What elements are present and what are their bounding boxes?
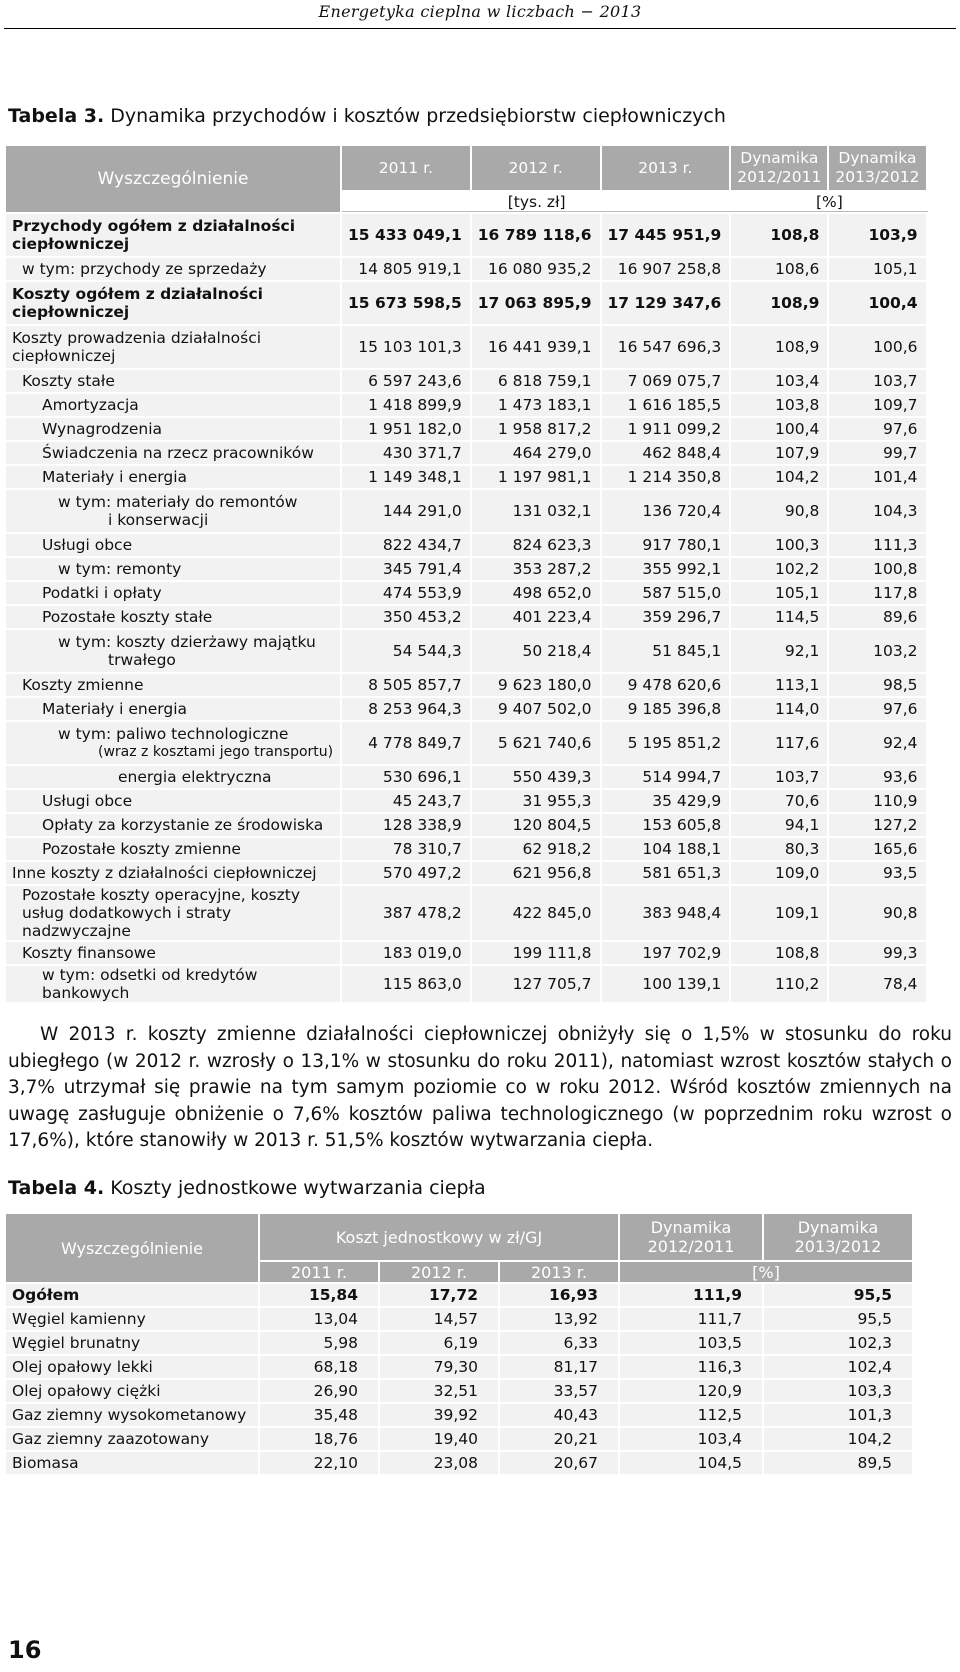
value-2011: 430 371,7	[342, 442, 472, 464]
table-row	[6, 558, 928, 580]
dyn-2013-2012: 93,5	[829, 862, 927, 884]
dyn-2012-2011: 114,0	[731, 698, 829, 720]
dyn-2013-2012: 102,3	[764, 1332, 914, 1354]
table4-col-label: Wyszczególnienie	[6, 1214, 260, 1282]
value-2011: 45 243,7	[342, 790, 472, 812]
value-2012: 353 287,2	[472, 558, 602, 580]
dyn-2013-2012: 110,9	[829, 790, 927, 812]
table-row	[6, 466, 928, 488]
table3-dyn1: Dynamika 2012/2011	[731, 146, 829, 190]
dyn-2012-2011: 103,8	[731, 394, 829, 416]
value-2011: 15 433 049,1	[342, 214, 472, 256]
dyn-2012-2011: 90,8	[731, 490, 829, 532]
table4-title-text: Koszty jednostkowe wytwarzania ciepła	[104, 1177, 486, 1199]
dyn-2013-2012: 101,3	[764, 1404, 914, 1426]
row-label: Węgiel brunatny	[6, 1332, 260, 1354]
row-label: Ogółem	[6, 1284, 260, 1306]
row-label: Pozostałe koszty operacyjne, koszty usług dodatkowych i straty nadzwyczajne	[6, 886, 342, 940]
table-row	[6, 1308, 914, 1330]
value-2011: 570 497,2	[342, 862, 472, 884]
dyn-2013-2012: 101,4	[829, 466, 927, 488]
value-2012: 5 621 740,6	[472, 722, 602, 764]
dyn-2012-2011: 103,4	[620, 1428, 764, 1450]
value-2011: 1 951 182,0	[342, 418, 472, 440]
table4-title-number: Tabela 4.	[8, 1177, 105, 1199]
row-label: Opłaty za korzystanie ze środowiska	[6, 814, 342, 836]
table-row	[6, 370, 928, 392]
row-label: Koszty stałe	[6, 370, 342, 392]
dyn-2012-2011: 105,1	[731, 582, 829, 604]
running-header: Energetyka cieplna w liczbach − 2013	[318, 2, 642, 21]
value-2013: 35 429,9	[602, 790, 732, 812]
value-2011: 387 478,2	[342, 886, 472, 940]
dyn-2012-2011: 103,5	[620, 1332, 764, 1354]
dyn-2012-2011: 108,9	[731, 326, 829, 368]
row-label: Inne koszty z działalności ciepłowniczej	[6, 862, 342, 884]
value-2011: 6 597 243,6	[342, 370, 472, 392]
dyn-2013-2012: 127,2	[829, 814, 927, 836]
value-2013: 1 911 099,2	[602, 418, 732, 440]
dyn-2013-2012: 104,3	[829, 490, 927, 532]
row-label: Gaz ziemny wysokometanowy	[6, 1404, 260, 1426]
table-row	[6, 1452, 914, 1474]
dyn-2012-2011: 110,2	[731, 966, 829, 1002]
table-row	[6, 966, 928, 1002]
dyn-2012-2011: 70,6	[731, 790, 829, 812]
dyn-2013-2012: 99,7	[829, 442, 927, 464]
table-row	[6, 838, 928, 860]
value-2011: 350 453,2	[342, 606, 472, 628]
dyn-2013-2012: 100,8	[829, 558, 927, 580]
table3-title-text: Dynamika przychodów i kosztów przedsiębiorstw ciepłowniczych	[104, 105, 726, 127]
value-2013: 153 605,8	[602, 814, 732, 836]
row-label: Koszty finansowe	[6, 942, 342, 964]
value-2012: 1 473 183,1	[472, 394, 602, 416]
table4-year-2012: 2012 r.	[380, 1262, 500, 1282]
value-2012: 1 197 981,1	[472, 466, 602, 488]
value-2012: 1 958 817,2	[472, 418, 602, 440]
dyn-2013-2012: 111,3	[829, 534, 927, 556]
dyn-2013-2012: 103,7	[829, 370, 927, 392]
table3-unit-pct: [%]	[731, 192, 927, 212]
dyn-2013-2012: 103,9	[829, 214, 927, 256]
value-2013: 104 188,1	[602, 838, 732, 860]
value-2011: 26,90	[260, 1380, 380, 1402]
value-2013: 16 907 258,8	[602, 258, 732, 280]
row-label: Olej opałowy ciężki	[6, 1380, 260, 1402]
table-row	[6, 1404, 914, 1426]
dyn-2013-2012: 103,2	[829, 630, 927, 672]
value-2011: 345 791,4	[342, 558, 472, 580]
table-row	[6, 1356, 914, 1378]
row-label	[6, 630, 342, 672]
dyn-2012-2011: 114,5	[731, 606, 829, 628]
row-label	[6, 490, 342, 532]
dyn-2012-2011: 103,4	[731, 370, 829, 392]
row-label: Amortyzacja	[6, 394, 342, 416]
value-2013: 1 214 350,8	[602, 466, 732, 488]
dyn-2013-2012: 104,2	[764, 1428, 914, 1450]
value-2013: 13,92	[500, 1308, 620, 1330]
value-2013: 17 129 347,6	[602, 282, 732, 324]
value-2012: 17 063 895,9	[472, 282, 602, 324]
table-row	[6, 722, 928, 764]
value-2013: 917 780,1	[602, 534, 732, 556]
dyn-2013-2012: 92,4	[829, 722, 927, 764]
body-paragraph: W 2013 r. koszty zmienne działalności ciepłowniczej obniżyły się o 1,5% w stosunku do roku ubiegłego (w 2012 r. wzrosły o 13,1% w stosunku do roku 2011), natomiast wzrost kosztów stałych o 3,7% utrzymał się prawie na tym samym poziomie co w roku 2012. Wśród kosztów zmiennych na uwagę zasługuje obniżenie o 7,6% kosztów paliwa technologicznego (w poprzednim roku wzrost o 17,6%), które stanowiły w 2013 r. 51,5% kosztów wytwarzania ciepła.	[8, 1024, 952, 1151]
table-row	[6, 674, 928, 696]
row-label: Węgiel kamienny	[6, 1308, 260, 1330]
dyn-2012-2011: 108,9	[731, 282, 829, 324]
dyn-2012-2011: 111,9	[620, 1284, 764, 1306]
value-2011: 78 310,7	[342, 838, 472, 860]
row-label: Wynagrodzenia	[6, 418, 342, 440]
row-label: Koszty zmienne	[6, 674, 342, 696]
value-2012: 9 407 502,0	[472, 698, 602, 720]
dyn-2013-2012: 100,4	[829, 282, 927, 324]
value-2013: 355 992,1	[602, 558, 732, 580]
table3-title-number: Tabela 3.	[8, 105, 105, 127]
value-2012: 19,40	[380, 1428, 500, 1450]
table-row	[6, 862, 928, 884]
table4-unit-cost: Koszt jednostkowy w zł/GJ	[260, 1214, 620, 1260]
table4-title	[8, 1176, 486, 1200]
dyn-2013-2012: 100,6	[829, 326, 927, 368]
table-row	[6, 886, 928, 940]
row-label-line1: w tym: koszty dzierżawy majątku	[58, 633, 316, 651]
dyn-2012-2011: 111,7	[620, 1308, 764, 1330]
dyn-2013-2012: 90,8	[829, 886, 927, 940]
value-2011: 530 696,1	[342, 766, 472, 788]
value-2013: 359 296,7	[602, 606, 732, 628]
value-2011: 822 434,7	[342, 534, 472, 556]
table3-year-2013: 2013 r.	[602, 146, 732, 190]
dyn-2012-2011: 100,3	[731, 534, 829, 556]
dyn-2013-2012: 95,5	[764, 1284, 914, 1306]
row-label: Gaz ziemny zaazotowany	[6, 1428, 260, 1450]
value-2013: 9 478 620,6	[602, 674, 732, 696]
value-2011: 128 338,9	[342, 814, 472, 836]
dyn-2013-2012: 89,6	[829, 606, 927, 628]
dyn-2012-2011: 108,8	[731, 214, 829, 256]
value-2012: 199 111,8	[472, 942, 602, 964]
table-row	[6, 698, 928, 720]
value-2011: 35,48	[260, 1404, 380, 1426]
dyn-2013-2012: 97,6	[829, 698, 927, 720]
row-label: Usługi obce	[6, 790, 342, 812]
value-2011: 474 553,9	[342, 582, 472, 604]
table-row	[6, 814, 928, 836]
value-2013: 383 948,4	[602, 886, 732, 940]
value-2011: 22,10	[260, 1452, 380, 1474]
value-2013: 581 651,3	[602, 862, 732, 884]
row-label: Świadczenia na rzecz pracowników	[6, 442, 342, 464]
dyn-2012-2011: 103,7	[731, 766, 829, 788]
value-2011: 183 019,0	[342, 942, 472, 964]
value-2011: 115 863,0	[342, 966, 472, 1002]
value-2013: 514 994,7	[602, 766, 732, 788]
value-2011: 8 505 857,7	[342, 674, 472, 696]
value-2012: 621 956,8	[472, 862, 602, 884]
dyn-2012-2011: 100,4	[731, 418, 829, 440]
dyn-2012-2011: 94,1	[731, 814, 829, 836]
table-row	[6, 630, 928, 672]
dyn-2013-2012: 95,5	[764, 1308, 914, 1330]
value-2012: 824 623,3	[472, 534, 602, 556]
table4-unit-pct: [%]	[620, 1262, 914, 1282]
row-label: Olej opałowy lekki	[6, 1356, 260, 1378]
value-2012: 131 032,1	[472, 490, 602, 532]
dyn-2012-2011: 108,6	[731, 258, 829, 280]
table-row	[6, 1332, 914, 1354]
value-2011: 14 805 919,1	[342, 258, 472, 280]
value-2013: 1 616 185,5	[602, 394, 732, 416]
dyn-2013-2012: 89,5	[764, 1452, 914, 1474]
value-2011: 13,04	[260, 1308, 380, 1330]
value-2011: 54 544,3	[342, 630, 472, 672]
row-label-line2: i konserwacji	[108, 511, 209, 529]
value-2011: 5,98	[260, 1332, 380, 1354]
value-2013: 136 720,4	[602, 490, 732, 532]
dyn-2012-2011: 109,0	[731, 862, 829, 884]
row-label: Materiały i energia	[6, 698, 342, 720]
row-label-line1: w tym: paliwo technologiczne	[58, 725, 289, 743]
dyn-2013-2012: 78,4	[829, 966, 927, 1002]
row-label: Podatki i opłaty	[6, 582, 342, 604]
dyn-2012-2011: 113,1	[731, 674, 829, 696]
dyn-2013-2012: 165,6	[829, 838, 927, 860]
table-row	[6, 942, 928, 964]
value-2011: 1 418 899,9	[342, 394, 472, 416]
table3-unit-values: [tys. zł]	[342, 192, 731, 212]
table3-year-2011: 2011 r.	[342, 146, 472, 190]
value-2011: 4 778 849,7	[342, 722, 472, 764]
row-label: w tym: remonty	[6, 558, 342, 580]
dyn-2012-2011: 80,3	[731, 838, 829, 860]
dyn-2013-2012: 109,7	[829, 394, 927, 416]
table3-dyn2: Dynamika 2013/2012	[829, 146, 927, 190]
table-row	[6, 1284, 914, 1306]
table4-year-2011: 2011 r.	[260, 1262, 380, 1282]
value-2012: 401 223,4	[472, 606, 602, 628]
value-2012: 62 918,2	[472, 838, 602, 860]
table4-year-2013: 2013 r.	[500, 1262, 620, 1282]
row-label: Koszty ogółem z działalności ciepłowniczej	[6, 282, 342, 324]
dyn-2012-2011: 116,3	[620, 1356, 764, 1378]
row-label-line1: w tym: materiały do remontów	[58, 493, 298, 511]
table-row	[6, 534, 928, 556]
table-row	[6, 282, 928, 324]
value-2012: 6,19	[380, 1332, 500, 1354]
value-2011: 18,76	[260, 1428, 380, 1450]
table-row	[6, 582, 928, 604]
value-2012: 16 789 118,6	[472, 214, 602, 256]
dyn-2013-2012: 93,6	[829, 766, 927, 788]
value-2013: 6,33	[500, 1332, 620, 1354]
dyn-2013-2012: 97,6	[829, 418, 927, 440]
dyn-2012-2011: 107,9	[731, 442, 829, 464]
value-2011: 15 673 598,5	[342, 282, 472, 324]
row-label: Pozostałe koszty stałe	[6, 606, 342, 628]
value-2012: 550 439,3	[472, 766, 602, 788]
row-label: Biomasa	[6, 1452, 260, 1474]
dyn-2013-2012: 117,8	[829, 582, 927, 604]
value-2013: 17 445 951,9	[602, 214, 732, 256]
dyn-2012-2011: 109,1	[731, 886, 829, 940]
value-2013: 40,43	[500, 1404, 620, 1426]
value-2012: 16 441 939,1	[472, 326, 602, 368]
value-2012: 120 804,5	[472, 814, 602, 836]
header-rule	[4, 28, 956, 29]
value-2013: 587 515,0	[602, 582, 732, 604]
table-row	[6, 394, 928, 416]
table-row	[6, 1380, 914, 1402]
table-row	[6, 214, 928, 256]
row-label: Przychody ogółem z działalności ciepłowniczej	[6, 214, 342, 256]
row-label-line2: (wraz z kosztami jego transportu)	[98, 744, 334, 760]
dyn-2012-2011: 108,8	[731, 942, 829, 964]
table-row	[6, 790, 928, 812]
dyn-2012-2011: 92,1	[731, 630, 829, 672]
value-2012: 32,51	[380, 1380, 500, 1402]
dyn-2012-2011: 102,2	[731, 558, 829, 580]
row-label: Koszty prowadzenia działalności ciepłowniczej	[6, 326, 342, 368]
value-2013: 197 702,9	[602, 942, 732, 964]
value-2012: 17,72	[380, 1284, 500, 1306]
row-label-line2: trwałego	[108, 651, 176, 669]
dyn-2013-2012: 98,5	[829, 674, 927, 696]
row-label: w tym: odsetki od kredytów bankowych	[6, 966, 342, 1002]
row-label	[6, 722, 342, 764]
value-2013: 51 845,1	[602, 630, 732, 672]
table-row	[6, 490, 928, 532]
value-2012: 50 218,4	[472, 630, 602, 672]
value-2011: 68,18	[260, 1356, 380, 1378]
value-2013: 20,21	[500, 1428, 620, 1450]
table-row	[6, 326, 928, 368]
value-2012: 422 845,0	[472, 886, 602, 940]
value-2012: 14,57	[380, 1308, 500, 1330]
row-label: w tym: przychody ze sprzedaży	[6, 258, 342, 280]
dyn-2013-2012: 99,3	[829, 942, 927, 964]
dyn-2012-2011: 120,9	[620, 1380, 764, 1402]
table3-year-2012: 2012 r.	[472, 146, 602, 190]
value-2012: 31 955,3	[472, 790, 602, 812]
dyn-2012-2011: 104,2	[731, 466, 829, 488]
table3	[6, 144, 928, 1004]
table-row	[6, 1428, 914, 1450]
value-2013: 33,57	[500, 1380, 620, 1402]
value-2013: 7 069 075,7	[602, 370, 732, 392]
value-2013: 462 848,4	[602, 442, 732, 464]
table-row	[6, 418, 928, 440]
row-label: Usługi obce	[6, 534, 342, 556]
value-2011: 15 103 101,3	[342, 326, 472, 368]
value-2012: 6 818 759,1	[472, 370, 602, 392]
dyn-2012-2011: 112,5	[620, 1404, 764, 1426]
value-2013: 100 139,1	[602, 966, 732, 1002]
page-number: 16	[8, 1636, 42, 1664]
value-2012: 127 705,7	[472, 966, 602, 1002]
table-row	[6, 258, 928, 280]
table3-col-label: Wyszczególnienie	[6, 146, 342, 212]
table4-dyn1: Dynamika 2012/2011	[620, 1214, 764, 1260]
value-2012: 79,30	[380, 1356, 500, 1378]
table4	[6, 1212, 914, 1476]
value-2013: 9 185 396,8	[602, 698, 732, 720]
table3-title	[8, 104, 726, 128]
value-2012: 23,08	[380, 1452, 500, 1474]
dyn-2013-2012: 103,3	[764, 1380, 914, 1402]
value-2011: 1 149 348,1	[342, 466, 472, 488]
value-2013: 20,67	[500, 1452, 620, 1474]
table4-dyn2: Dynamika 2013/2012	[764, 1214, 914, 1260]
dyn-2012-2011: 117,6	[731, 722, 829, 764]
value-2013: 16 547 696,3	[602, 326, 732, 368]
value-2012: 464 279,0	[472, 442, 602, 464]
row-label: energia elektryczna	[6, 766, 342, 788]
row-label: Materiały i energia	[6, 466, 342, 488]
dyn-2013-2012: 102,4	[764, 1356, 914, 1378]
dyn-2012-2011: 104,5	[620, 1452, 764, 1474]
table-row	[6, 606, 928, 628]
value-2013: 81,17	[500, 1356, 620, 1378]
value-2012: 9 623 180,0	[472, 674, 602, 696]
value-2012: 498 652,0	[472, 582, 602, 604]
value-2012: 16 080 935,2	[472, 258, 602, 280]
value-2013: 16,93	[500, 1284, 620, 1306]
value-2012: 39,92	[380, 1404, 500, 1426]
table-row	[6, 442, 928, 464]
value-2011: 15,84	[260, 1284, 380, 1306]
table-row	[6, 766, 928, 788]
value-2013: 5 195 851,2	[602, 722, 732, 764]
row-label: Pozostałe koszty zmienne	[6, 838, 342, 860]
value-2011: 8 253 964,3	[342, 698, 472, 720]
dyn-2013-2012: 105,1	[829, 258, 927, 280]
value-2011: 144 291,0	[342, 490, 472, 532]
